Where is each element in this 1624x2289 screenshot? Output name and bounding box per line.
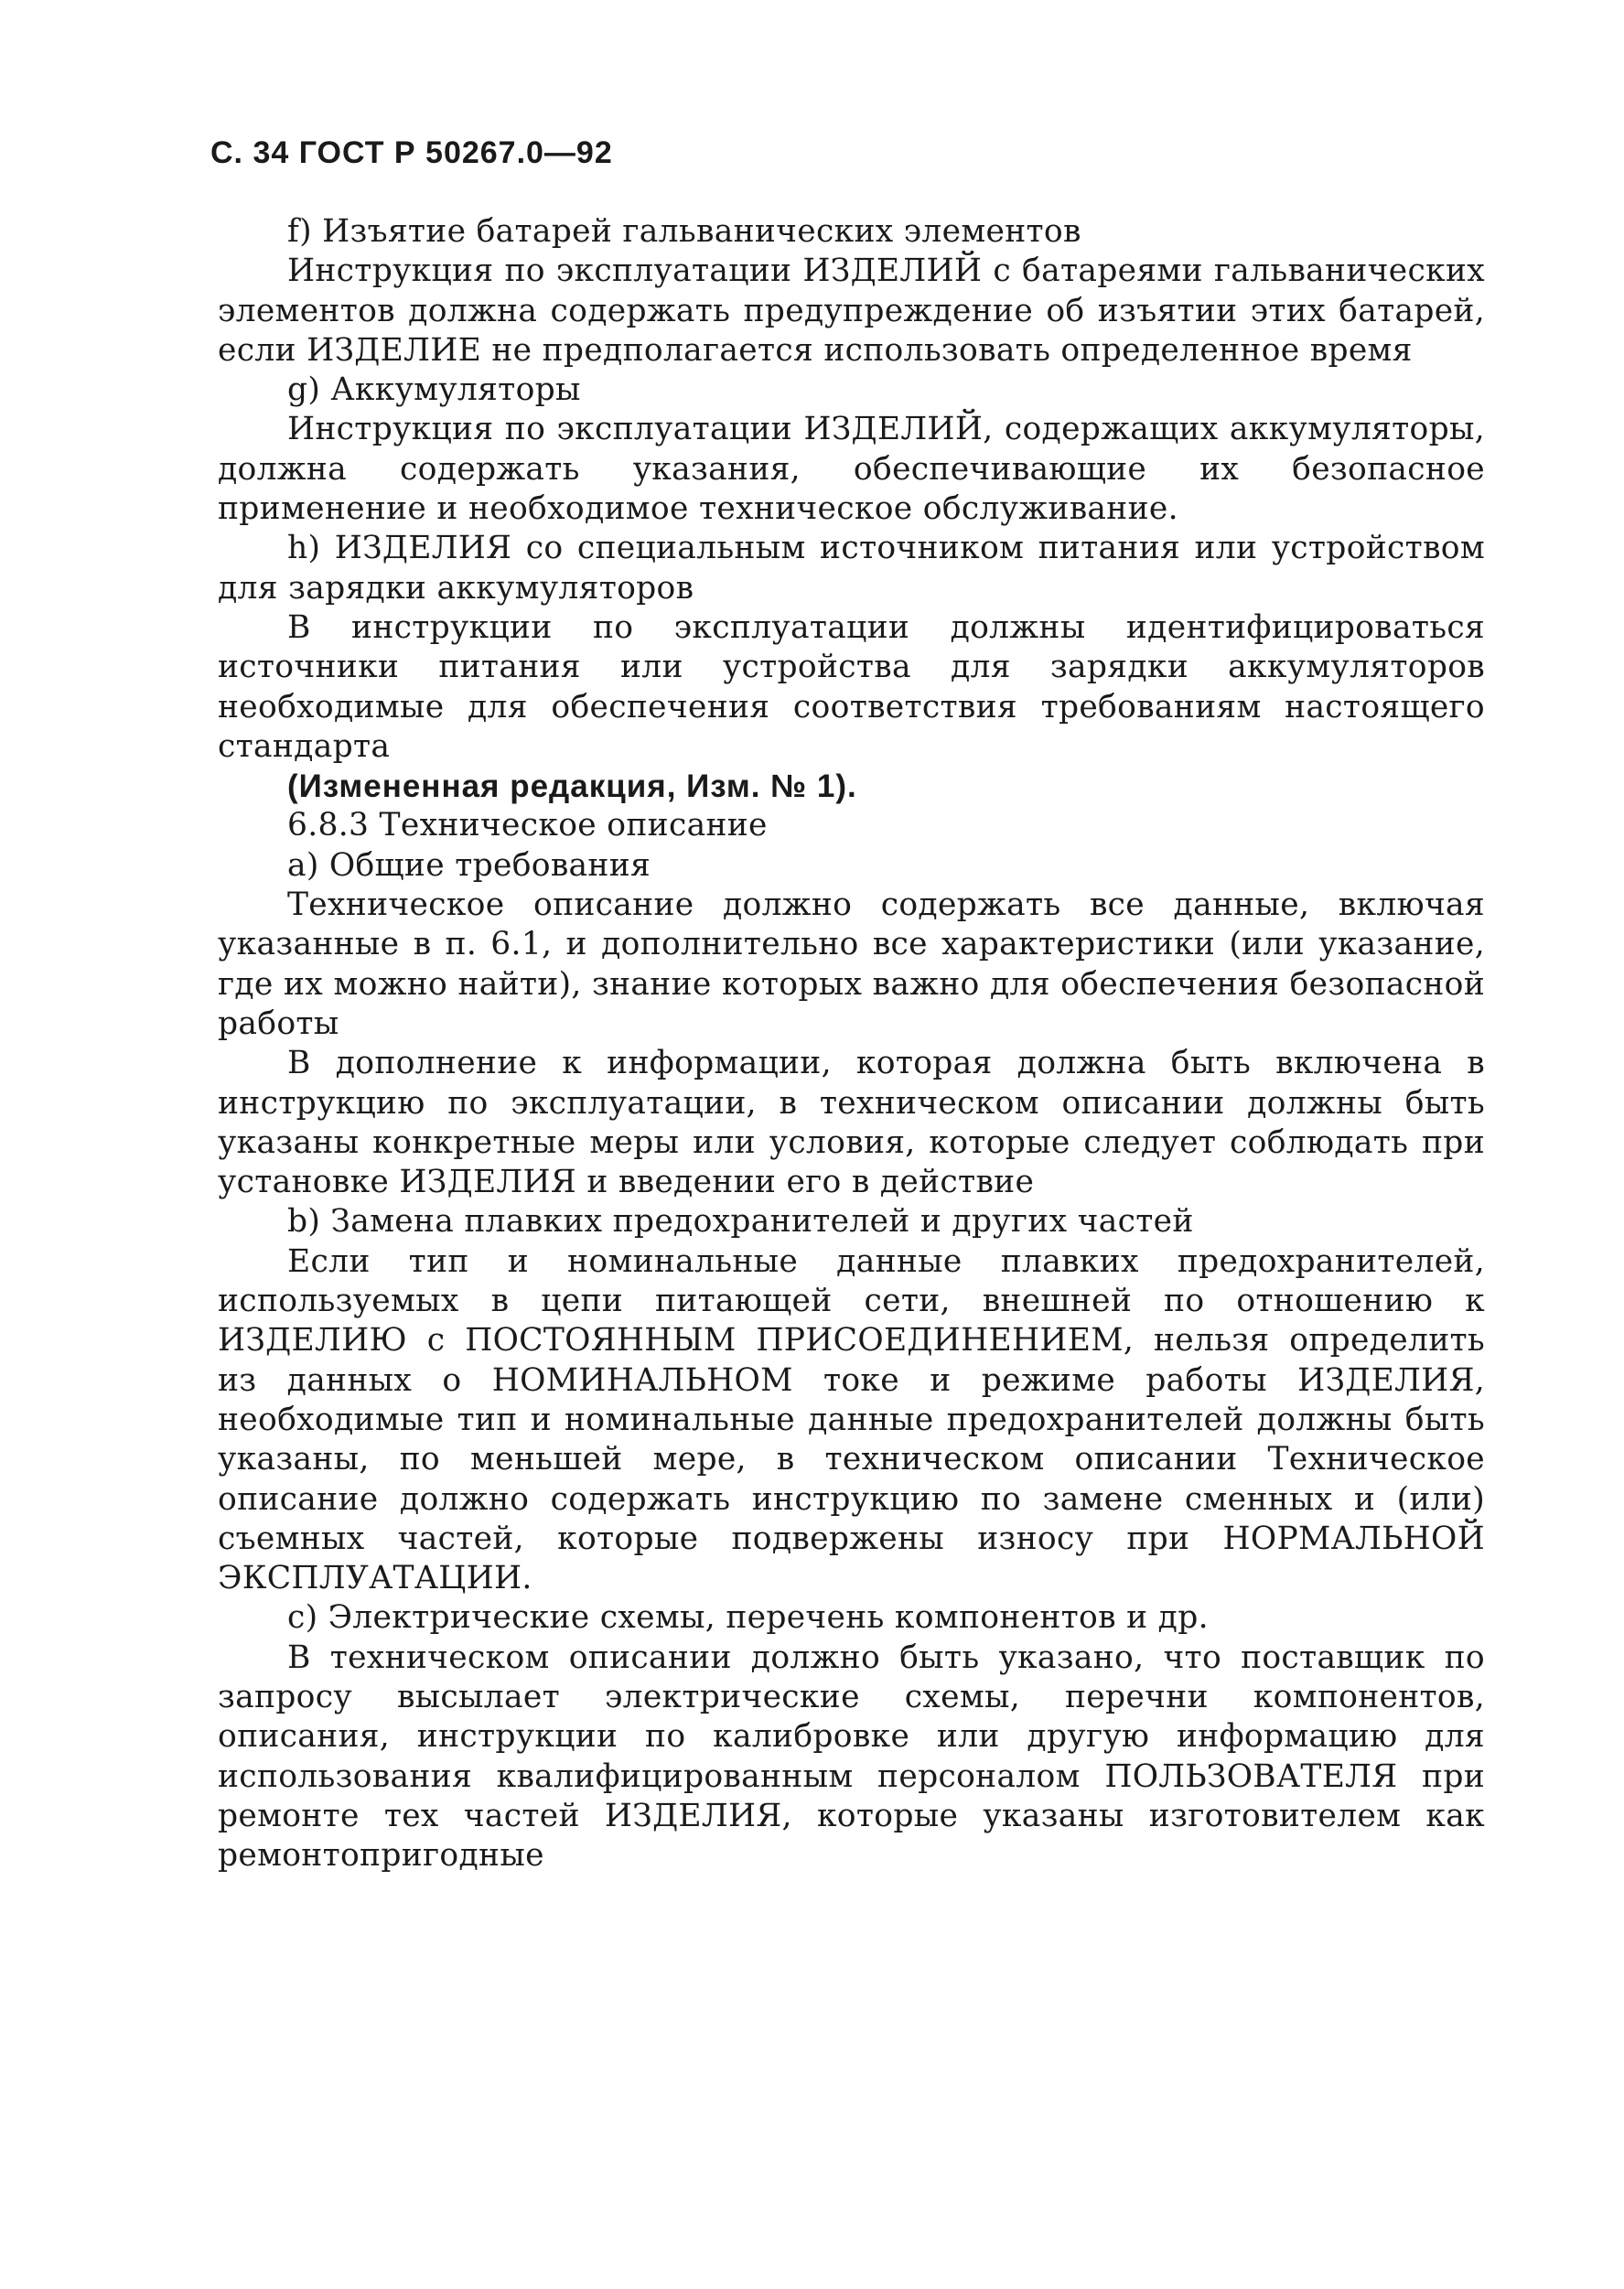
item-a-text-1: Техническое описание должно содержать все данные, включая указанные в п. 6.1, и дополнительно все характеристики (или указание, где их можно найти), знание которых важно для обеспечения безопасной работы (218, 887, 1485, 1042)
page-header: С. 34 ГОСТ Р 50267.0—92 (210, 135, 613, 170)
item-h-text: В инструкции по эксплуатации должны идентифицироваться источники питания или устройства для зарядки аккумуляторов необходимые для обеспечения соответствия требованиям настоящего стандарта (218, 608, 1485, 765)
amendment-note: (Измененная редакция, Изм. № 1). (287, 768, 857, 805)
item-c-heading: c) Электрические схемы, перечень компонентов и др. (287, 1599, 1209, 1637)
section-683-heading: 6.8.3 Техническое описание (287, 807, 768, 844)
item-g-text: Инструкция по эксплуатации ИЗДЕЛИЙ, содержащих аккумуляторы, должна содержать указания, обеспечивающие их безопасное применение и необходимое техническое обслуживание. (218, 411, 1485, 528)
item-a-text-2: В дополнение к информации, которая должна быть включена в инструкцию по эксплуатации, в техническом описании должны быть указаны конкретные меры или условия, которые следует соблюдать при установке ИЗДЕЛИЯ и введении его в действие (218, 1045, 1485, 1201)
item-f-text: Инструкция по эксплуатации ИЗДЕЛИЙ с батареями гальванических элементов должна содержать предупреждение об изъятии этих батарей, если ИЗДЕЛИЕ не предполагается использовать определенное время (218, 253, 1485, 369)
item-h-heading: h) ИЗДЕЛИЯ со специальным источником питания или устройством для зарядки аккумуляторов (218, 530, 1485, 607)
item-c-text: В техническом описании должно быть указано, что поставщик по запросу высылает электрические схемы, перечни компонентов, описания, инструкции по калибровке или другую информацию для использования квалифицированным персоналом ПОЛЬЗОВАТЕЛЯ при ремонте тех частей ИЗДЕЛИЯ, которые указаны изготовителем как ремонтопригодные (218, 1639, 1485, 1875)
document-body (218, 212, 1485, 1875)
item-f-heading: f) Изъятие батарей гальванических элементов (287, 213, 1081, 250)
item-b-text: Если тип и номинальные данные плавких предохранителей, используемых в цепи питающей сети, внешней по отношению к ИЗДЕЛИЮ с ПОСТОЯННЫМ ПРИСОЕДИНЕНИЕМ, нельзя определить из данных о НОМИНАЛЬНОМ токе и режиме работы ИЗДЕЛИЯ, необходимые тип и номинальные данные предохранителей должны быть указаны, по меньшей мере, в техническом описании Техническое описание должно содержать инструкцию по замене сменных и (или) съемных частей, которые подвержены износу при НОРМАЛЬНОЙ ЭКСПЛУАТАЦИИ. (218, 1242, 1485, 1597)
item-g-heading: g) Аккумуляторы (287, 371, 581, 409)
item-b-heading: b) Замена плавких предохранителей и других частей (287, 1203, 1194, 1241)
item-a-heading: a) Общие требования (287, 846, 651, 884)
